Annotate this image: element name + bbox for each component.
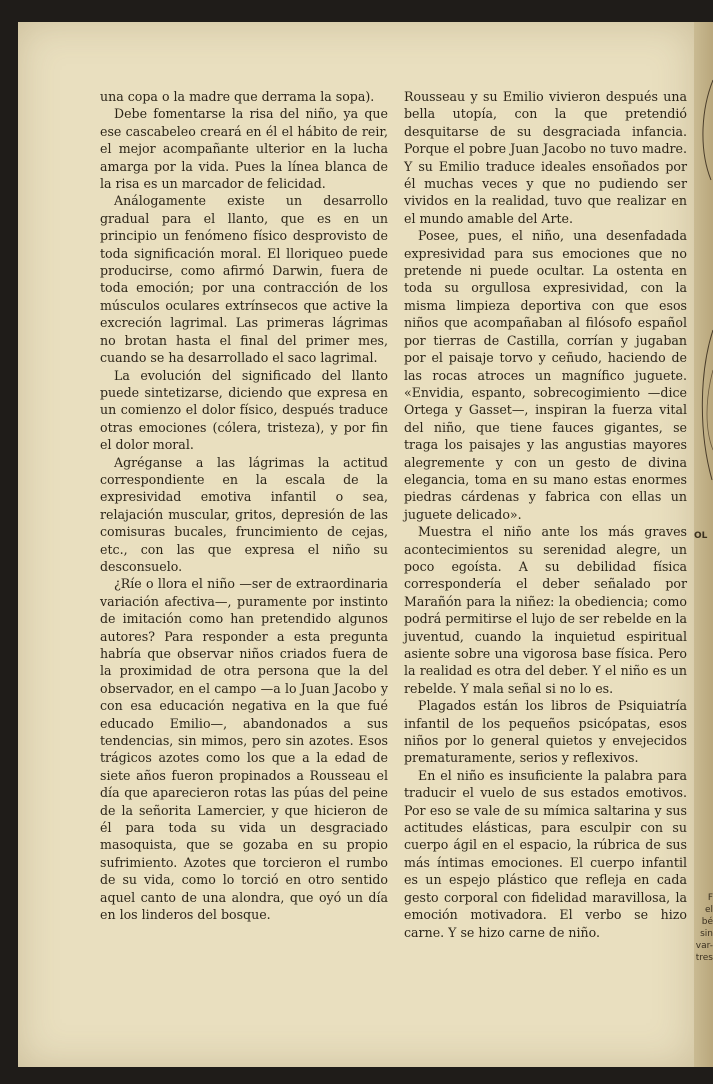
paragraph: una copa o la madre que derrama la sopa). bbox=[100, 89, 375, 104]
paragraph: En el niño es insuficiente la palabra para traducir el vuelo de sus estados emotivos. Por eso se vale de su mímica saltarina y sus actitudes elásticas, para esculpir con su cuerpo ágil en el espacio, la rúbrica de sus más íntimas emociones. El cuerpo infantil es un espejo plástico que refleja en cada gesto corporal con fidelidad maravillosa, la emoción motivadora. El verbo se hizo carne. Y se hizo carne de niño. bbox=[404, 767, 687, 940]
edge-fragment: F bbox=[707, 893, 713, 903]
paragraph: Plagados están los libros de Psiquiatría infantil de los pequeños psicópatas, esos niños por lo general quietos y envejecidos prematuramente, serios y reflexivos. bbox=[404, 698, 687, 766]
paragraph: Posee, pues, el niño, una desenfadada expresividad para sus emociones que no pretende ni puede ocultar. La ostenta en toda su orgullosa expresividad, con la misma limpieza deportiva con que esos niños que acompañaban al filósofo español por tierras de Castilla, corrían y jugaban por el paisaje torvo y ceñudo, haciendo de las rocas atroces un magnífico juguete. «Envidia, espanto, sobrecogimiento —dice Ortega y Gasset—, inspiran la fuerza vital del niño, que tiene fauces gigantes, se traga los paisajes y las angustias mayores alegremente y con un gesto de divina elegancia, toma en su mano estas enormes piedras cárdenas y fabrica con ellas un juguete delicado». bbox=[404, 228, 687, 522]
edge-text-fragments bbox=[694, 892, 713, 964]
paragraph: Debe fomentarse la risa del niño, ya que ese cascabeleo creará en él el hábito de reir, el mejor acompañante ulterior en la lucha amarga por la vida. Pues la línea blanca de la risa es un marcador de felicidad. bbox=[100, 106, 388, 192]
text-column-left bbox=[100, 88, 388, 924]
text-column-right bbox=[404, 88, 687, 941]
paragraph: La evolución del significado del llanto puede sintetizarse, diciendo que expresa en un comienzo el dolor físico, después traduce otras emociones (cólera, tristeza), y por fin el dolor moral. bbox=[100, 367, 388, 453]
edge-caption-fragment: OL bbox=[694, 531, 708, 541]
edge-fragment: tres bbox=[695, 953, 713, 963]
edge-fragment: el bbox=[704, 905, 713, 915]
paragraph: ¿Ríe o llora el niño —ser de extraordinaria variación afectiva—, puramente por instinto de imitación como han pretendido algunos autores? Para responder a esta pregunta habría que observar niños criados fuera de la proximidad de otra persona que la del observador, en el campo —a lo Juan Jacobo y con esa educación negativa en la que fué educado Emilio—, abandonados a sus tendencias, sin mimos, pero sin azotes. Esos trágicos azotes como los que a la edad de siete años fueron propinados a Rousseau el día que aparecieron rotas las púas del peine de la señorita Lamercier, y que hicieron de él para toda su vida un desgraciado masoquista, que se gozaba en su propio sufrimiento. Azotes que torcieron el rumbo de su vida, como lo torció en otro sentido aquel canto de una alondra, que oyó un día en los linderos del bosque. bbox=[100, 576, 388, 923]
edge-fragment: sin bbox=[700, 929, 713, 939]
illustration-fragment bbox=[697, 70, 713, 510]
paragraph: Rousseau y su Emilio vivieron después una bella utopía, con la que pretendió desquitarse de su desgraciada infancia. Porque el pobre Juan Jacobo no tuvo madre. Y su Emilio traduce ideales ensoñados por él muchas veces y que no pudiendo ser vividos en la realidad, tuvo que realizar en el mundo amable del Arte. bbox=[404, 89, 687, 226]
paragraph: Agréganse a las lágrimas la actitud correspondiente en la escala de la expresividad emotiva infantil o sea, relajación muscular, gritos, depresión de las comisuras bucales, fruncimiento de cejas, etc., con las que expresa el niño su desconsuelo. bbox=[100, 454, 388, 574]
edge-fragment: var- bbox=[695, 941, 713, 951]
paragraph: Muestra el niño ante los más graves acontecimientos su serenidad alegre, un poco egoísta. A su debilidad física correspondería el deber señalado por Marañón para la niñez: la obediencia; como podrá permitirse el lujo de ser rebelde en la juventud, cuando la inquietud espiritual asiente sobre una vigorosa base física. Pero la realidad es otra del deber. Y el niño es un rebelde. Y mala señal si no lo es. bbox=[404, 524, 687, 696]
edge-fragment: bé bbox=[701, 917, 713, 927]
paragraph: Análogamente existe un desarrollo gradual para el llanto, que es en un principio un fenómeno físico desprovisto de toda significación moral. El lloriqueo puede producirse, como afirmó Darwin, fuera de toda emoción; por una contracción de los músculos oculares extrínsecos que active la excreción lagrimal. Las primeras lágrimas no brotan hasta el final del primer mes, cuando se ha desarrollado el saco lagrimal. bbox=[100, 193, 388, 366]
